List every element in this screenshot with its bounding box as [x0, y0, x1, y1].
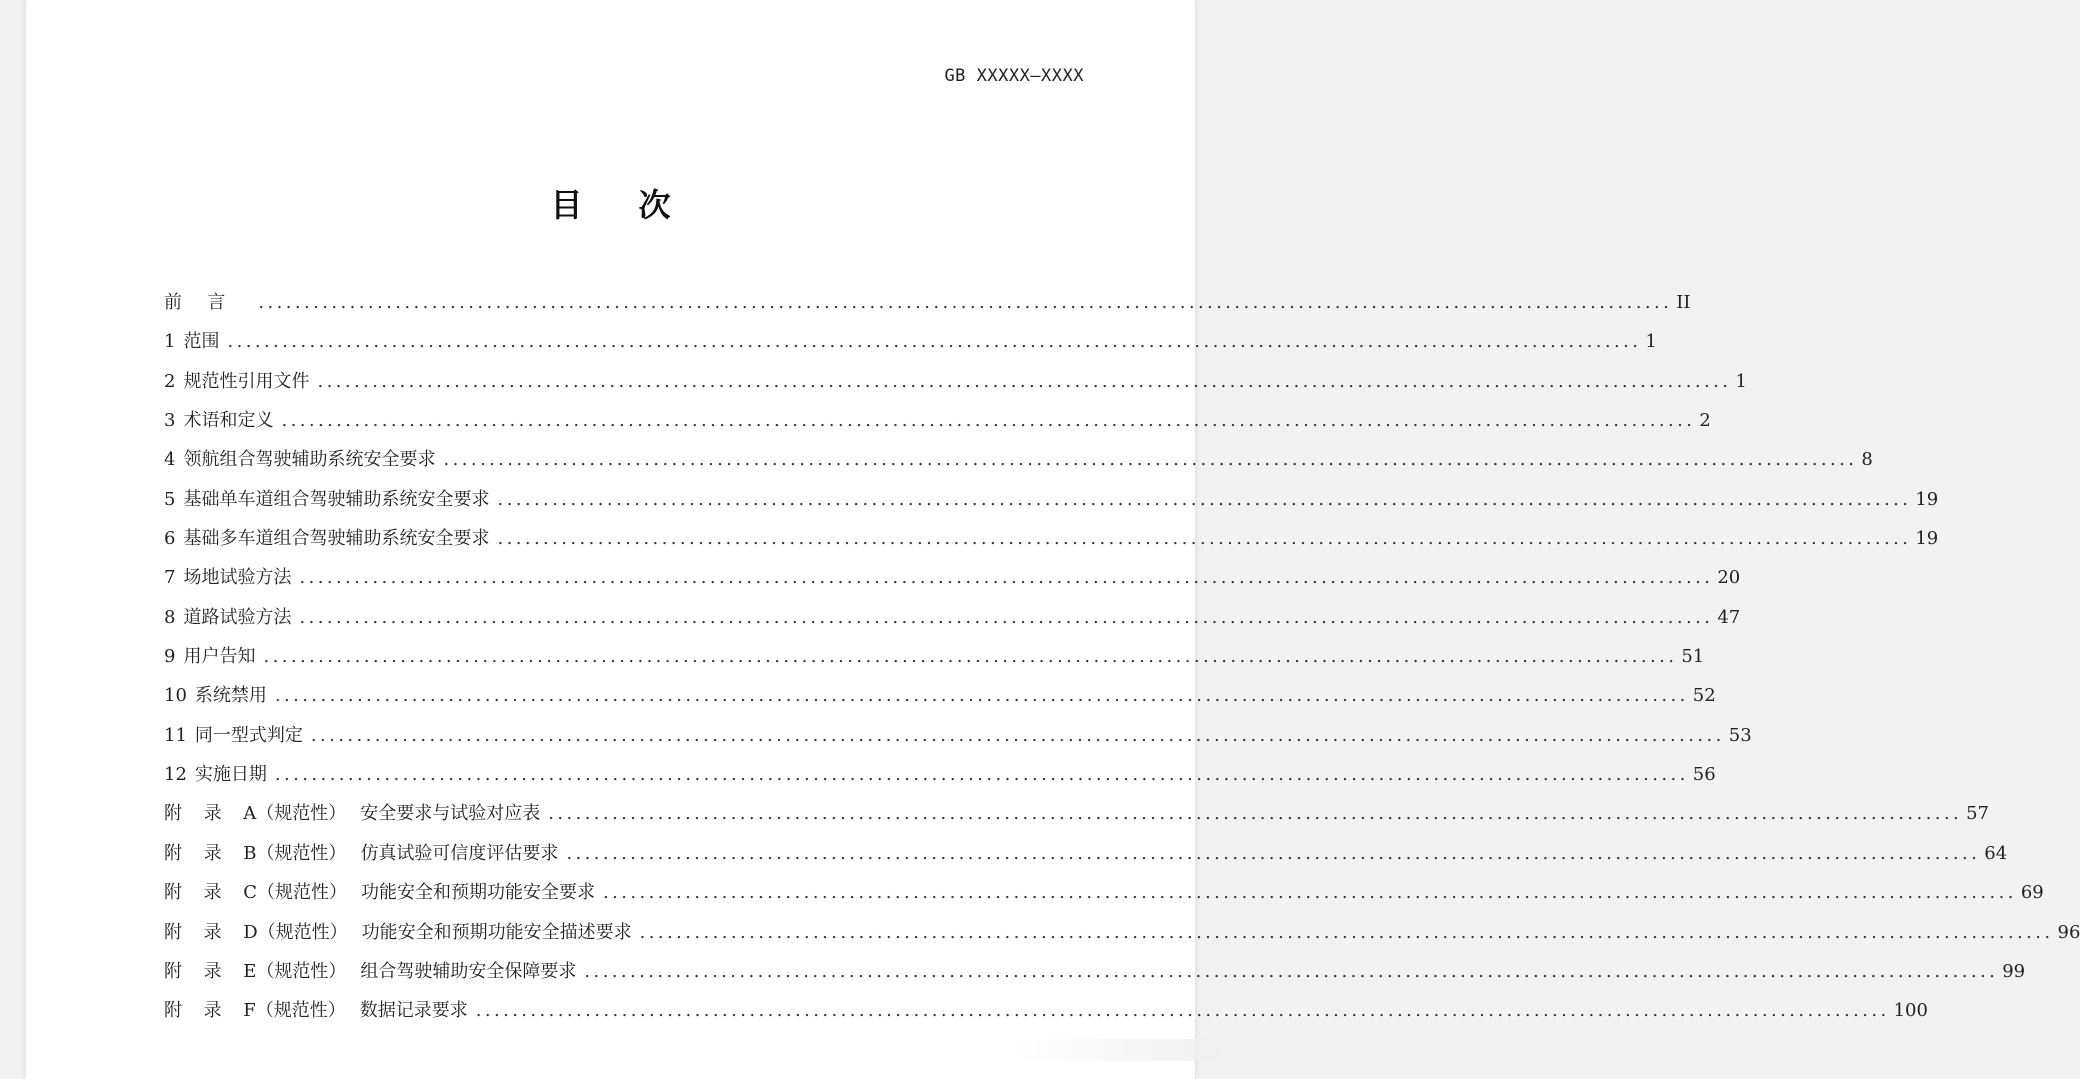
- appendix-letter: D: [243, 921, 258, 943]
- toc-entry-label: 功能安全和预期功能安全描述要求: [361, 921, 632, 943]
- toc-entry-page: 51: [1681, 646, 1705, 668]
- toc-leader: ...........................................................................................................................................................: [227, 331, 1642, 353]
- toc-entry-number: 11: [164, 724, 187, 746]
- toc-entry-label: 前言: [164, 292, 251, 313]
- appendix-kind: （规范性）: [256, 882, 347, 904]
- toc-entry-label: 数据记录要求: [359, 1000, 468, 1022]
- toc-entry-5[interactable]: [164, 480, 1939, 519]
- toc-entry-page: 8: [1861, 449, 1873, 471]
- toc-entry-number: 6: [164, 528, 176, 550]
- appendix-letter: E: [243, 960, 257, 982]
- toc-entry-label: 组合驾驶辅助安全保障要求: [360, 960, 577, 982]
- toc-appendix-c[interactable]: [164, 873, 2044, 912]
- toc-leader: ...........................................................................................................................................................: [258, 292, 1673, 313]
- toc-leader: ...........................................................................................................................................................: [602, 882, 2017, 904]
- toc-entry-number: 7: [164, 567, 176, 589]
- toc-appendix-d[interactable]: [164, 913, 2080, 952]
- toc-entry-number: 2: [164, 370, 176, 392]
- toc-entry-number: 3: [164, 410, 176, 432]
- toc-entry-page: 57: [1966, 803, 1989, 825]
- toc-entry-number: 4: [164, 449, 176, 471]
- toc-entry-2[interactable]: [164, 362, 1747, 401]
- toc-leader: ...........................................................................................................................................................: [443, 449, 1858, 471]
- toc-leader: ...........................................................................................................................................................: [299, 567, 1714, 589]
- toc-entry-label: 安全要求与试验对应表: [360, 803, 541, 825]
- toc-entry-page: 52: [1692, 685, 1716, 707]
- toc-entry-label: 基础多车道组合驾驶辅助系统安全要求: [183, 528, 490, 550]
- appendix-prefix: 附录: [164, 882, 244, 904]
- toc-entry-label: 仿真试验可信度评估要求: [360, 842, 559, 864]
- appendix-letter: F: [243, 1000, 256, 1022]
- toc-entry-page: 69: [2020, 882, 2044, 904]
- appendix-letter: B: [243, 842, 257, 864]
- toc-entry-page: 96: [2057, 921, 2080, 943]
- toc-entry-page: 1: [1735, 370, 1747, 392]
- toc-leader: ...........................................................................................................................................................: [317, 370, 1732, 392]
- toc-entry-label: 系统禁用: [194, 685, 267, 707]
- appendix-prefix: 附录: [164, 842, 244, 864]
- toc-entry-label: 基础单车道组合驾驶辅助系统安全要求: [183, 488, 490, 510]
- toc-leader: ...........................................................................................................................................................: [548, 803, 1963, 825]
- toc-entry-page: 47: [1717, 606, 1741, 628]
- appendix-letter: A: [243, 803, 257, 825]
- toc-entry-number: 9: [164, 646, 176, 668]
- toc-entry-number: 8: [164, 606, 176, 628]
- toc-entry-label: 范围: [183, 331, 220, 353]
- toc-entry-6[interactable]: [164, 519, 1939, 558]
- toc-leader: ...........................................................................................................................................................: [639, 921, 2054, 943]
- toc-entry-page: 2: [1699, 410, 1711, 432]
- toc-leader: ...........................................................................................................................................................: [274, 764, 1689, 786]
- toc-leader: ...........................................................................................................................................................: [497, 528, 1912, 550]
- scroll-fade-overlay: [1011, 1039, 1221, 1061]
- table-of-contents: [164, 283, 2080, 1031]
- toc-entry-number: 12: [164, 764, 187, 786]
- toc-entry-number: 1: [164, 331, 176, 353]
- toc-leader: ...........................................................................................................................................................: [566, 842, 1981, 864]
- toc-entry-label: 道路试验方法: [183, 606, 292, 628]
- document-page: [26, 0, 2080, 1079]
- appendix-kind: （规范性）: [257, 921, 348, 943]
- toc-entry-9[interactable]: [164, 637, 1705, 676]
- toc-entry-8[interactable]: [164, 598, 1741, 637]
- toc-entry-10[interactable]: [164, 676, 1716, 715]
- toc-leader: ...........................................................................................................................................................: [299, 606, 1714, 628]
- toc-entry-foreword[interactable]: [164, 283, 1691, 322]
- toc-entry-label: 领航组合驾驶辅助系统安全要求: [183, 449, 436, 471]
- toc-entry-label: 实施日期: [194, 764, 267, 786]
- toc-entry-1[interactable]: [164, 322, 1657, 361]
- toc-entry-7[interactable]: [164, 558, 1741, 597]
- toc-entry-11[interactable]: [164, 716, 1752, 755]
- toc-leader: ...........................................................................................................................................................: [310, 724, 1725, 746]
- appendix-kind: （规范性）: [256, 842, 347, 864]
- toc-entry-label: 场地试验方法: [183, 567, 292, 589]
- toc-entry-12[interactable]: [164, 755, 1716, 794]
- toc-entry-page: 19: [1915, 488, 1939, 510]
- appendix-kind: （规范性）: [256, 960, 347, 982]
- toc-entry-page: II: [1676, 292, 1691, 313]
- toc-entry-page: 53: [1728, 724, 1752, 746]
- toc-entry-label: 同一型式判定: [194, 724, 303, 746]
- toc-entry-label: 用户告知: [183, 646, 256, 668]
- toc-appendix-e[interactable]: [164, 952, 2026, 991]
- appendix-letter: C: [243, 882, 257, 904]
- toc-appendix-a[interactable]: [164, 794, 1989, 833]
- toc-entry-page: 19: [1915, 528, 1939, 550]
- appendix-prefix: 附录: [164, 1000, 244, 1022]
- toc-entry-label: 功能安全和预期功能安全要求: [360, 882, 595, 904]
- toc-entry-page: 100: [1893, 1000, 1928, 1022]
- toc-leader: ...........................................................................................................................................................: [281, 410, 1696, 432]
- toc-entry-label: 术语和定义: [183, 410, 274, 432]
- toc-entry-number: 10: [164, 685, 187, 707]
- appendix-kind: （规范性）: [256, 803, 347, 825]
- toc-entry-4[interactable]: [164, 440, 1873, 479]
- page-title: 目次: [550, 186, 727, 224]
- toc-entry-page: 64: [1984, 842, 2008, 864]
- toc-leader: ...........................................................................................................................................................: [497, 488, 1912, 510]
- toc-leader: ...........................................................................................................................................................: [274, 685, 1689, 707]
- toc-appendix-b[interactable]: [164, 834, 2008, 873]
- standard-code: GB XXXXX—XXXX: [944, 66, 1084, 86]
- toc-entry-label: 规范性引用文件: [183, 370, 310, 392]
- toc-entry-page: 56: [1692, 764, 1716, 786]
- appendix-prefix: 附录: [164, 803, 244, 825]
- toc-appendix-f[interactable]: [164, 991, 1928, 1030]
- toc-leader: ...........................................................................................................................................................: [584, 960, 1999, 982]
- appendix-prefix: 附录: [164, 921, 244, 943]
- toc-entry-number: 5: [164, 488, 176, 510]
- toc-entry-page: 99: [2002, 960, 2026, 982]
- toc-entry-page: 20: [1717, 567, 1741, 589]
- appendix-kind: （规范性）: [255, 1000, 346, 1022]
- toc-entry-page: 1: [1645, 331, 1657, 353]
- toc-leader: ...........................................................................................................................................................: [263, 646, 1678, 668]
- toc-entry-3[interactable]: [164, 401, 1711, 440]
- toc-leader: ...........................................................................................................................................................: [475, 1000, 1890, 1022]
- appendix-prefix: 附录: [164, 960, 244, 982]
